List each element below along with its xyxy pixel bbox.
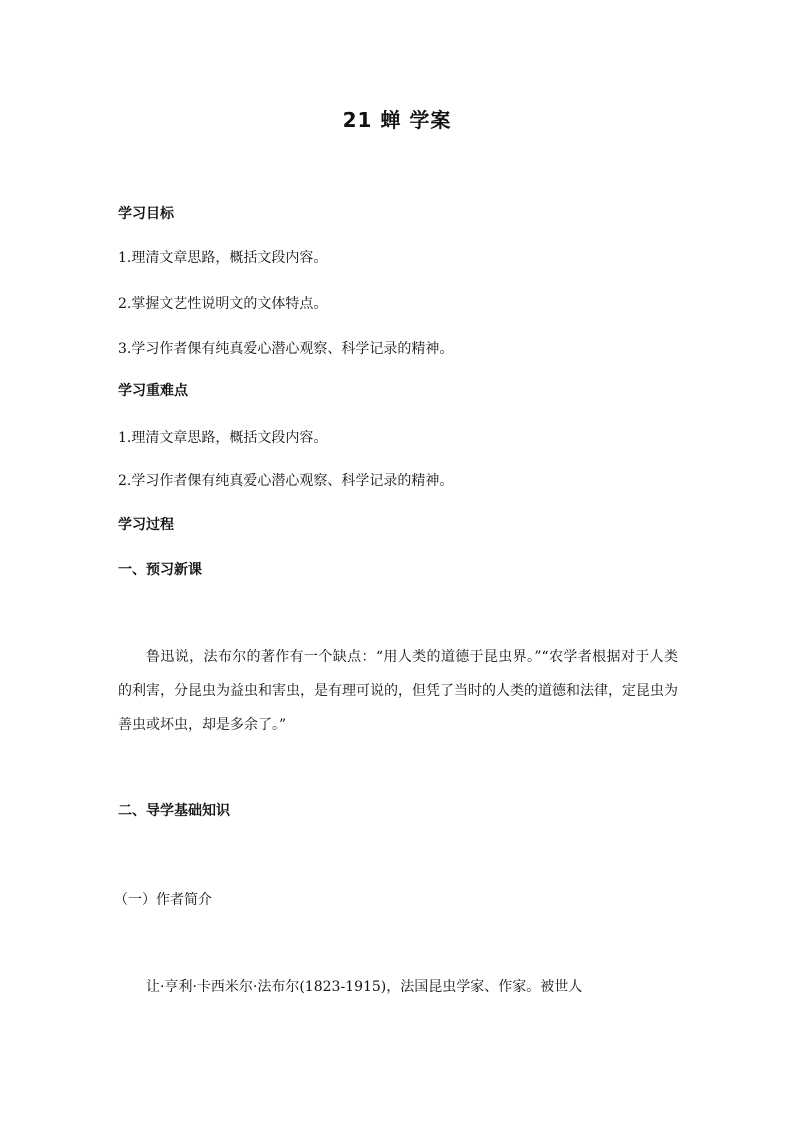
section-1-heading: 一、预习新课 (118, 562, 202, 578)
section-2-heading: 二、导学基础知识 (118, 803, 230, 819)
objective-item-2: 2.掌握文艺性说明文的文体特点。 (118, 296, 328, 312)
key-points-heading: 学习重难点 (118, 383, 188, 399)
process-heading: 学习过程 (118, 517, 174, 533)
key-point-item-1: 1.理清文章思路，概括文段内容。 (118, 430, 328, 446)
author-intro-heading: （一）作者简介 (114, 892, 212, 908)
objective-item-1: 1.理清文章思路，概括文段内容。 (118, 250, 328, 266)
key-point-item-2: 2.学习作者倮有纯真爱心潜心观察、科学记录的精神。 (118, 473, 454, 489)
author-paragraph: 让·亨利·卡西米尔·法布尔(1823-1915)，法国昆虫学家、作家。被世人 (146, 979, 583, 995)
objective-item-3: 3.学习作者倮有纯真爱心潜心观察、科学记录的精神。 (118, 341, 454, 357)
preview-paragraph: 鲁迅说，法布尔的著作有一个缺点：“用人类的道德于昆虫界。”“农学者根据对于人类的利害，分昆虫为益虫和害虫，是有理可说的，但凭了当时的人类的道德和法律，定昆虫为善虫或坏虫，却是多余了。” (118, 649, 678, 733)
page-title: 21 蝉 学案 (342, 108, 452, 132)
objectives-heading: 学习目标 (118, 206, 174, 222)
